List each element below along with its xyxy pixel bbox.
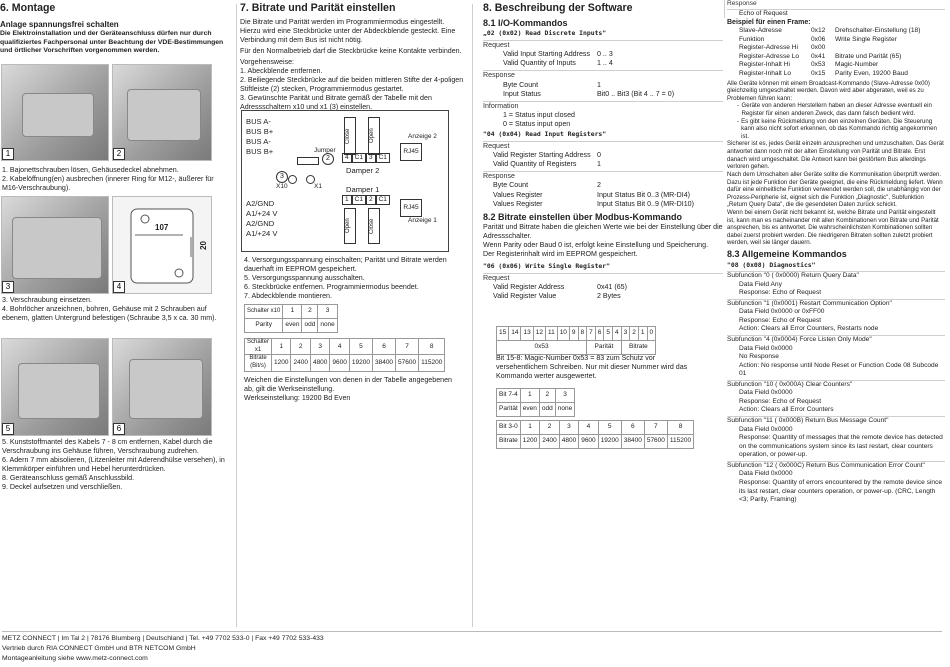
label-bus-b: BUS B+ <box>246 126 274 136</box>
kv-value: Input Status Bit 0..9 (MR-DI10) <box>597 199 694 208</box>
cell: 38400 <box>372 355 395 371</box>
cell-bitrate-label: Bitrate <box>497 435 521 449</box>
cell: 3 <box>310 339 329 355</box>
subfunction-line: Response: Quantity of messages that the remote device has detected on the communications system since its last restart, clear counters operation, or power-up. <box>739 434 943 459</box>
register-bit-table <box>496 326 656 355</box>
kv-value: 1 <box>597 80 601 89</box>
label-jumper: Jumper <box>314 147 336 154</box>
step-4: 4. Bohrlöcher anzeichnen, bohren, Gehäuse mit 2 Schrauben auf ebenem, glatten Untergrund befestigen (Schraube 3,5 x ca. 30 mm). <box>2 305 217 323</box>
bitrate-intro: Die Bitrate und Parität werden im Programmiermodus eingestellt. Hierzu wird eine Steckbrücke unter der Abdeckblende gesteckt. Eine Verbindung mit dem Bus ist nicht nötig. <box>240 17 456 44</box>
bullet-item: Geräte von anderen Herstellern haben an dieser Adresse eventuell ein Register für einen anderen Zweck, das dann falsch bedient wird. <box>741 102 932 118</box>
subfunction-10 <box>727 380 945 415</box>
photo-3 <box>1 196 109 294</box>
frame-value: 0x53 <box>811 61 826 69</box>
subfunction-head: Subfunction "10 ( 0x000A) Clear Counters" <box>727 380 853 388</box>
photo-label-6: 6 <box>113 423 125 435</box>
label-a1-24v: A1/+24 V <box>246 208 278 218</box>
subtitle-spannungsfrei: Anlage spannungsfrei schalten <box>0 19 119 29</box>
frame-desc: Bitrate und Parität (65) <box>835 52 902 60</box>
cmd-04: "04 (0x04) Read Input Registers" <box>483 129 607 138</box>
cell: 115200 <box>419 355 445 371</box>
frame-field: Slave-Adresse <box>739 27 782 35</box>
settings-note <box>244 376 460 403</box>
kv-value: 1 .. 4 <box>597 59 613 68</box>
kv-key: Valid Register Starting Address <box>493 151 591 160</box>
cell-bit30: Bit 3-0 <box>497 421 521 435</box>
frame-value: 0x06 <box>811 35 826 43</box>
cell: 115200 <box>667 435 693 449</box>
cell: 8 <box>578 327 587 341</box>
footer-vertrieb: Vertrieb durch RIA CONNECT GmbH und BTR NETCOM GmbH <box>2 644 196 652</box>
photo-label-4: 4 <box>113 281 125 293</box>
bit-field-row <box>497 341 656 355</box>
cell-paritaet: Parität <box>497 403 521 417</box>
cell: 3 <box>555 389 574 403</box>
paritaet-bit-table <box>496 388 575 417</box>
cell: 2 <box>540 421 559 435</box>
label-request-06: Request <box>483 273 723 283</box>
cell: 6 <box>372 339 395 355</box>
subfunction-line: Action: No response until Node Reset or Function Code 08 Subcode 01 <box>739 361 939 378</box>
cmd-06: "06 (0x06) Write Single Register" <box>483 261 610 270</box>
kv-key: Valid Quantity of Registers <box>493 160 577 169</box>
label-damper-2: Damper 2 <box>346 166 380 175</box>
label-bus-a: BUS A- <box>246 117 271 126</box>
cell: 3 <box>621 327 630 341</box>
label-response-frame: Response <box>727 0 757 7</box>
proc-step-7: 7. Abdeckblende montieren. <box>244 292 332 301</box>
subfunction-line: Data Field Any <box>739 280 782 288</box>
settings-fallback-note: Weichen die Einstellungen von denen in der Tabelle angegebenen ab, gilt die Werkseinstellung. <box>244 376 452 394</box>
dimension-107: 107 <box>155 223 169 232</box>
subfunction-line: Response: Echo of Request <box>739 316 822 324</box>
cell: 6 <box>595 327 604 341</box>
kv-value: 0 <box>597 151 601 160</box>
info-line: 0 = Status input open <box>503 119 571 128</box>
cell: 4800 <box>559 435 578 449</box>
bus-labels <box>246 117 273 156</box>
cell: 4 <box>579 421 598 435</box>
cell: 1 <box>272 339 291 355</box>
cell: 1200 <box>272 355 291 371</box>
subfunction-4 <box>727 335 945 379</box>
damper1-terminals <box>342 195 390 205</box>
cell: 8 <box>667 421 693 435</box>
frame-example-heading: Beispiel für einen Frame: <box>727 19 811 27</box>
heading-8-2: 8.2 Bitrate einstellen über Modbus-Kommando <box>483 211 683 222</box>
proc-step-4: 4. Versorgungsspannung einschalten; Parität und Bitrate werden dauerhaft im EEPROM gespeichert. <box>244 256 447 274</box>
section-title-montage: 6. Montage <box>0 2 56 14</box>
subfunction-line: No Response <box>739 353 779 361</box>
label-anzeige-2: Anzeige 2 <box>408 133 437 140</box>
subfunction-1 <box>727 299 945 334</box>
step-2: 2. Kabelöffnung(en) ausbrechen (innerer Ring für M12-, äußerer für M16-Verschraubung). <box>2 175 214 193</box>
bit-note: Bit 15-8: Magic-Number 0x53 = 83 zum Schutz vor versehentlichem Schreiben. Nur mit dieser Nummer wird das Kommando werter ausgewertet. <box>496 354 688 381</box>
cell-bit74: Bit 7-4 <box>497 389 521 403</box>
subfunction-head: Subfunction "12 ( 0x000C) Return Bus Communication Error Count" <box>727 461 925 469</box>
footer-address: METZ CONNECT | Im Tal 2 | 78176 Blumberg | Deutschland | Tel. +49 7702 533-0 | Fax +49 7702 533-433 <box>2 635 324 642</box>
terminal-3: 3 <box>366 153 376 163</box>
cell: 2 <box>291 339 310 355</box>
photo-label-3: 3 <box>2 281 14 293</box>
footer-link[interactable]: Montageanleitung siehe www.metz-connect.com <box>2 654 148 662</box>
cell: 5 <box>604 327 613 341</box>
frame-field: Register-Inhalt Lo <box>739 70 792 78</box>
label-response: Response <box>483 70 723 80</box>
step-1: 1. Bajonettschrauben lösen, Gehäusedeckel abnehmen. <box>2 166 179 174</box>
photo-5 <box>1 338 109 436</box>
subfunction-line: Data Field 0x0000 or 0xFF00 <box>739 308 825 316</box>
page-footer <box>2 631 942 664</box>
rj45-bottom: RJ45 <box>400 199 422 217</box>
subfunction-line: Data Field 0x0000 <box>739 470 793 478</box>
frame-example <box>727 27 945 78</box>
step-3: 3. Verschraubung einsetzen. <box>2 296 92 304</box>
bit-number-row <box>497 327 656 341</box>
subfunction-line: Response: Echo of Request <box>739 289 822 297</box>
cell: 15 <box>497 327 509 341</box>
step-6: 6. Adern 7 mm abisolieren, (Litzenleiter mit Aderendhülse versehen), in Klemmkörper einführen und Hebel herunterdrücken. <box>2 456 225 474</box>
step-8: 8. Geräteanschluss gemäß Anschlussbild. <box>2 474 135 483</box>
cell: odd <box>302 319 318 333</box>
kv-key: Values Register <box>493 190 543 199</box>
cell: 7 <box>644 421 667 435</box>
label-close-2: Close <box>344 117 356 155</box>
subfunction-list <box>727 271 945 505</box>
cell: 2400 <box>540 435 559 449</box>
terminal-c1-b: C1 <box>376 153 390 163</box>
subfunction-head: Subfunction "1 (0x0001) Restart Communication Option" <box>727 299 892 307</box>
column-commands <box>727 0 945 505</box>
cell: 11 <box>545 327 557 341</box>
subfunction-11 <box>727 416 945 460</box>
photo-label-2: 2 <box>113 148 125 160</box>
cell: even <box>520 403 539 417</box>
label-damper-1: Damper 1 <box>346 185 380 194</box>
cell: odd <box>539 403 555 417</box>
label-response-04: Response <box>483 171 723 181</box>
terminal-c1-c: C1 <box>352 195 366 205</box>
proc-step-2: 2. Beiliegende Steckbrücke auf die beiden mittleren Stifte der 4-poligen Stiftleiste (2) stecken, Programmiermodus gestartet. <box>240 76 464 94</box>
echo-of-request: Echo of Request <box>727 9 945 19</box>
steps-5-9 <box>2 438 228 492</box>
cell: 4 <box>613 327 622 341</box>
frame-field: Register-Adresse Hi <box>739 44 798 52</box>
subfunction-line: Data Field 0x0000 <box>739 389 793 397</box>
cell: 7 <box>396 339 419 355</box>
label-x10: X10 <box>276 183 288 190</box>
frame-value: 0x15 <box>811 70 826 78</box>
kv-key: Byte Count <box>493 181 529 190</box>
terminal-4: 4 <box>342 153 352 163</box>
proc-step-3: 3. Gewünschte Parität und Bitrate gemäß der Tabelle mit den Adressschaltern x10 und x1 (3) einstellen. <box>240 94 432 112</box>
subfunction-line: Response: Quantity of errors encountered by the remote device since its last restart, clear counters operation, or power-up. (CRC, Length <3; Parity, Framing) <box>739 478 943 504</box>
section-title-bitrate: 7. Bitrate und Parität einstellen <box>240 2 396 14</box>
label-a1-24v-2: A1/+24 V <box>246 228 278 238</box>
damper2-terminals <box>342 153 390 163</box>
photo-label-5: 5 <box>2 423 14 435</box>
cell: 9600 <box>330 355 349 371</box>
cell: 4 <box>330 339 349 355</box>
cell: none <box>318 319 337 333</box>
request-02 <box>483 50 723 68</box>
photo-4-drawing <box>112 196 212 294</box>
kv-key: Valid Input Starting Address <box>503 50 591 59</box>
label-open-2: Open <box>368 117 380 155</box>
request-04 <box>483 151 723 169</box>
frame-field: Register-Adresse Lo <box>739 52 800 60</box>
cell: 1 <box>520 389 539 403</box>
label-request: Request <box>483 40 723 50</box>
terminal-c1-a: C1 <box>352 153 366 163</box>
broadcast-bullets: - Geräte von anderen Herstellern haben an dieser Adresse eventuell ein Register für einen anderen Zweck, das dann falsch bedient wird. - Es gibt keine Rückmeldung von den einzelnen Geräten. Die Steuerung kann also nicht sofort erkennen, ob das Kommando richtig angekommen ist. <box>727 102 945 140</box>
cell: 9600 <box>579 435 598 449</box>
kv-key: Byte Count <box>503 80 539 89</box>
frame-desc: Write Single Register <box>835 35 897 43</box>
s82-text-1: Parität und Bitrate haben die gleichen Werte wie bei der Einstellung über die Adressschalter. <box>483 223 723 241</box>
frame-value: 0x12 <box>811 27 826 35</box>
cell: 5 <box>349 339 372 355</box>
label-information: Information <box>483 101 723 111</box>
frame-field: Register-Inhalt Hi <box>739 61 790 69</box>
photo-2 <box>112 64 212 161</box>
rj45-top: RJ45 <box>400 143 422 161</box>
subfunction-12 <box>727 461 945 505</box>
info-line: 1 = Status input closed <box>503 110 575 119</box>
kv-value: Bit0 .. Bit3 (Bit 4 .. 7 = 0) <box>597 89 675 98</box>
column-divider <box>236 4 237 627</box>
frame-value: 0x41 <box>811 52 826 60</box>
heading-8-1: 8.1 I/O-Kommandos <box>483 17 568 28</box>
request-06 <box>483 283 723 301</box>
cell: even <box>283 319 302 333</box>
section-title-software: 8. Beschreibung der Software <box>483 2 633 14</box>
cell-bitrate: Bitrate <box>621 341 656 355</box>
proc-step-5: 5. Versorgungsspannung ausschalten. <box>244 274 365 283</box>
cell: 3 <box>318 305 337 319</box>
response-04 <box>483 181 723 208</box>
kv-value: 0 .. 3 <box>597 50 613 59</box>
kv-value: 2 <box>597 181 601 190</box>
step-9: 9. Deckel aufsetzen und verschließen. <box>2 483 123 492</box>
pin-header-icon <box>297 157 319 165</box>
cell: 38400 <box>621 435 644 449</box>
proc-step-6: 6. Steckbrücke entfernen. Programmiermodus beendet. <box>244 283 419 292</box>
terminal-2: 2 <box>366 195 376 205</box>
dimension-20: 20 <box>199 241 208 250</box>
cell-paritaet: Parität <box>587 341 622 355</box>
subfunction-line: Response: Echo of Request <box>739 397 822 405</box>
kv-key: Input Status <box>503 89 541 98</box>
cell: 57600 <box>644 435 667 449</box>
cell: 9 <box>569 327 578 341</box>
terminal-1: 1 <box>342 195 352 205</box>
paragraph-sicherer: Sicherer ist es, jedes Gerät einzeln anzusprechen und umzuschalten. Das Gerät antwortet dann noch mit der alten Einstellung von Parität und Bitrate. Erst danach wird umgeschaltet. Die Antwort kann bei gestörtem Bus allerdings verloren gehen. <box>727 140 944 171</box>
wiring-diagram <box>241 110 449 252</box>
cell-parity: Parity <box>245 319 283 333</box>
info-02 <box>483 111 723 129</box>
paragraph-unbekannt: Wenn bei einem Gerät nicht bekannt ist, welche Bitrate und Parität eingestellt ist, kann man es nacheinander mit allen Kombinationen von Bitrate und Parität ansprechen, bis es antwortet. Die wahrscheinlichsten Kombinationen sollten dabei zuerst probiert werden. Die niedrigeren Bitraten sollten zuletzt probiert werden, weil sie länger dauern. <box>727 208 939 247</box>
cell: 2400 <box>291 355 310 371</box>
kv-value: 0x41 (65) <box>597 282 627 291</box>
subfunction-0 <box>727 271 945 298</box>
subfunction-line: Data Field 0x0000 <box>739 344 793 352</box>
proc-step-1: 1. Abeckblende entfernen. <box>240 66 323 75</box>
marker-2: 2 <box>322 153 334 165</box>
vorgehensweise: Vorgehensweise: <box>240 57 295 66</box>
safety-warning: Die Elektroinstallation und der Geräteanschluss dürfen nur durch qualifiziertes Fachpersonal unter Beachtung der VDE-Bestimmungen und örtlicher Vorschriften vorgenommen werden. <box>0 29 224 55</box>
cmd-08: "08 (0x08) Diagnostics" <box>727 260 816 269</box>
cell: 0 <box>647 327 656 341</box>
steps-3-4 <box>2 296 228 323</box>
label-a2gnd: A2/GND <box>246 199 275 208</box>
terminal-c1-d: C1 <box>376 195 390 205</box>
response-02 <box>483 81 723 99</box>
photo-6 <box>112 338 212 436</box>
frame-desc: Parity Even, 19200 Baud <box>835 70 908 78</box>
frame-field: Funktion <box>739 35 765 43</box>
werkseinstellung: Werkseinstellung: 19200 Bd Even <box>244 394 351 403</box>
frame-value: 0x00 <box>811 44 826 52</box>
label-x1: X1 <box>314 183 322 190</box>
label-bus-a-2: BUS A- <box>246 136 271 146</box>
column-divider <box>472 4 473 627</box>
cell: 10 <box>557 327 569 341</box>
bullet-item: Es gibt keine Rückmeldung von den einzelnen Geräten. Die Steuerung kann also nicht sofort erkennen, ob das Kommando richtig angekommen ist. <box>741 117 937 140</box>
kv-key: Valid Register Address <box>493 282 565 291</box>
label-a2gnd-2: A2/GND <box>246 218 275 228</box>
subfunction-line: Action: Clears all Error Counters, Restarts node <box>739 325 879 333</box>
cell: 1 <box>283 305 302 319</box>
cell: 57600 <box>396 355 419 371</box>
cell: 2 <box>630 327 639 341</box>
s82-text-3: Der Registerinhalt wird im EEPROM gespeichert. <box>483 250 638 259</box>
photo-label-1: 1 <box>2 148 14 160</box>
x10-switch-icon <box>288 175 297 184</box>
column-divider <box>724 0 725 18</box>
subfunction-head: Subfunction "11 ( 0x000B) Return Bus Message Count" <box>727 417 889 425</box>
cell-schalter-x10: Schalter x10 <box>245 305 283 319</box>
broadcast-text: Alle Geräte können mit einem Broadcast-Kommando (Slave-Adresse 0x00) gleichzeitig umgeschaltet werden. Davon wird aber abgeraten, weil es zu Problemen führen kann: <box>727 79 930 102</box>
frame-desc: Drehschalter-Einstellung (18) <box>835 27 921 35</box>
subfunction-line: Data Field 0x0000 <box>739 425 793 433</box>
label-bus-b-2: BUS B+ <box>246 146 274 156</box>
x1-switch-icon <box>306 175 315 184</box>
cell-schalter-x1: Schalter x1 <box>245 339 272 355</box>
cell: 2 <box>539 389 555 403</box>
photo-1 <box>1 64 109 161</box>
cell: 4800 <box>310 355 329 371</box>
bitrate-bit-table <box>496 420 694 449</box>
label-open-1: Open <box>344 208 356 244</box>
kv-key: Values Register <box>493 199 543 208</box>
s82-text-2: Wenn Parity oder Baud 0 ist, erfolgt keine Einstellung und Speicherung. <box>483 241 709 250</box>
cell: 7 <box>587 327 596 341</box>
cell: 19200 <box>349 355 372 371</box>
cell-bitrate: Bitrate (Bit/s) <box>245 355 272 371</box>
marker-3: 3 <box>276 171 288 183</box>
column-software <box>483 0 723 301</box>
cell: 19200 <box>598 435 621 449</box>
frame-desc: Magic-Number <box>835 61 879 69</box>
power-labels <box>246 199 277 238</box>
cmd-02: „02 (0x02) Read Discrete Inputs" <box>483 29 607 38</box>
cell-magic: 0x53 <box>497 341 587 355</box>
cell: 1 <box>638 327 647 341</box>
cell: 8 <box>419 339 445 355</box>
cell: 13 <box>521 327 533 341</box>
cell: 5 <box>598 421 621 435</box>
column-bitrate <box>240 0 465 112</box>
label-close-1: Close <box>368 208 380 244</box>
kv-value: Input Status Bit 0..3 (MR-DI4) <box>597 190 691 199</box>
steps-4-7 <box>244 256 464 301</box>
label-anzeige-1: Anzeige 1 <box>408 217 437 224</box>
cell: 2 <box>302 305 318 319</box>
cell: 14 <box>509 327 521 341</box>
heading-8-3: 8.3 Allgemeine Kommandos <box>727 249 847 259</box>
subfunction-head: Subfunction "4 (0x0004) Force Listen Only Mode" <box>727 335 872 343</box>
step-5: 5. Kunststoffmantel des Kabels 7 - 8 cm entfernen, Kabel durch die Verschraubung ins Gehäuse führen, Verschraubung zudrehen. <box>2 438 213 456</box>
bitrate-table <box>244 338 445 372</box>
kv-key: Valid Quantity of Inputs <box>503 59 576 68</box>
subfunction-head: Subfunction "0 ( 0x0000) Return Query Data" <box>727 272 859 280</box>
label-request-04: Request <box>483 141 723 151</box>
parity-table <box>244 304 338 333</box>
cell: 6 <box>621 421 644 435</box>
bitrate-normal: Für den Normalbetrieb darf die Steckbrücke keine Kontakte verbinden. <box>240 46 462 55</box>
column-montage <box>0 0 230 56</box>
subfunction-line: Action: Clears all Error Counters <box>739 406 834 414</box>
kv-value: 2 Bytes <box>597 291 621 300</box>
cell: 3 <box>559 421 578 435</box>
cell: 12 <box>533 327 545 341</box>
steps-1-2 <box>2 166 228 193</box>
cell: none <box>555 403 574 417</box>
cell: 1 <box>520 421 539 435</box>
cell: 1200 <box>520 435 539 449</box>
kv-key: Valid Register Value <box>493 291 557 300</box>
paragraph-umschalten: Nach dem Umschalten aller Geräte sollte die Kommunikation überprüft werden. Dazu ist jede Funktion der Geräte geeignet, die eine Rückmeldung liefert. Wenn dafür eine einheitliche Funktion verwendet werden soll, die unabhängig von der Prozess-Peripherie ist, eignet sich die Funktion „Diagnostic", Subfunktion „Return Query Data", die die gesendeten Daten zurück schickt. <box>727 170 943 209</box>
kv-value: 1 <box>597 160 601 169</box>
mounting-drawing <box>113 197 212 294</box>
